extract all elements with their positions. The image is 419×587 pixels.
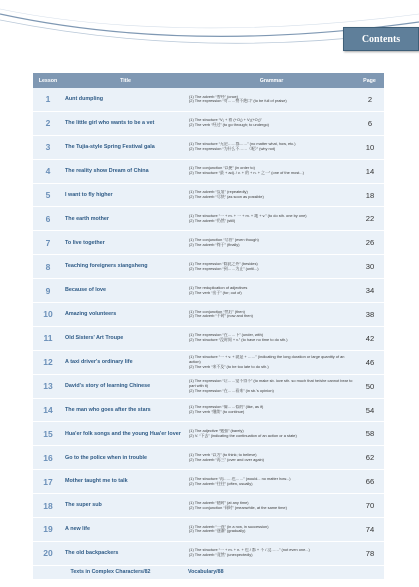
lesson-title[interactable]: The Tujia-style Spring Festival gala [65,143,155,150]
grammar-point-1: (1) The structure “一 + v. + 就是 + ……” (indicating the long duration or large quantity of an action) [189,354,345,364]
lesson-number: 5 [45,190,51,200]
grammar-point-1: (1) The adverb “一连” (in a row, in succession) [189,524,269,529]
lesson-title[interactable]: The super sub [65,502,102,509]
lesson-number: 14 [43,405,53,416]
table-row[interactable] [33,279,384,303]
grammar-point-1: (1) The reduplication of adjectives [189,285,248,290]
lesson-number: 9 [45,285,51,296]
lesson-title[interactable]: To live together [65,239,105,246]
grammar-point-1: (1) The adverb “随时” (at any time) [189,500,249,505]
table-row[interactable] [33,446,384,470]
page-number: 34 [365,286,375,296]
page-number: 50 [365,381,375,391]
grammar-points [188,333,356,343]
table-row[interactable] [33,470,384,494]
grammar-point-2: (2) The expression “到……为止” (until...) [189,265,259,271]
lesson-number: 1 [45,94,51,105]
grammar-point-2: (2) The adverb “尽快” (as soon as possible) [189,194,264,199]
grammar-point-1: (1) The conjunction “以便” (in order to) [189,166,255,171]
table-row[interactable] [33,494,384,518]
lesson-title[interactable]: Because of love [65,287,107,294]
grammar-point-2: (2) The adverb “往往” (often, usually) [189,480,253,486]
page-number: 54 [365,405,375,415]
lesson-title[interactable]: The little girl who wants to be a vet [65,120,155,127]
grammar-points [188,429,356,439]
lesson-number: 8 [45,261,51,272]
page-number: 66 [365,477,375,487]
grammar-points [188,525,356,535]
grammar-point-2: (2) The verb “继续” (to continue) [189,409,245,415]
lesson-title[interactable]: Mother taught me to talk [65,478,128,485]
header-page: Page [363,77,376,84]
grammar-point-2: (2) The structure “没时间 + v.” (to have no time to do sth.) [189,337,288,343]
table-row[interactable] [33,88,384,112]
table-row[interactable] [33,112,384,136]
grammar-point-2: (2) V. “下去” (indicating the continuation of an action or a state) [189,432,297,438]
lesson-title[interactable]: A new life [65,526,90,533]
table-footer [33,566,384,579]
lesson-title[interactable]: The earth mother [65,215,110,222]
contents-table [33,73,384,579]
table-row[interactable] [33,351,384,375]
lesson-title[interactable]: David's story of learning Chinese [65,382,151,389]
page-number: 42 [365,333,375,343]
grammar-points [188,477,356,487]
table-row[interactable] [33,184,384,208]
lesson-title[interactable]: Hua'er folk songs and the young Hua'er lover [65,430,181,437]
grammar-points [188,118,356,128]
lesson-title[interactable]: The man who goes after the stars [65,406,151,413]
table-row[interactable] [33,375,384,399]
lesson-title[interactable]: A taxi driver's ordinary life [65,358,133,365]
grammar-point-1: (1) The structure “再……也……” (would... no matter how...) [189,476,291,481]
grammar-point-1: (1) The conjunction “然后” (then) [189,309,245,314]
grammar-point-2: (2) The adverb “再三” (over and over again) [189,456,264,462]
grammar-points [188,95,356,105]
lesson-number: 12 [43,357,53,368]
contents-heading-label: Contents [361,33,401,45]
grammar-points [188,166,356,176]
grammar-point-2: (2) The adverb “不时” (now and then) [189,313,253,319]
lesson-title[interactable]: The old backpackers [65,550,119,557]
table-header [33,73,384,88]
grammar-point-1: (1) The verb “以为” (to think; to believe) [189,452,257,457]
grammar-point-1: (1) The adjective “勉强” (barely) [189,429,244,433]
grammar-point-1: (1) The expression “像……似的” (like, as if) [189,405,264,410]
table-row[interactable] [33,518,384,542]
grammar-point-2: (2) The adverb “仍然” (still) [189,217,236,223]
table-row[interactable] [33,422,384,446]
grammar-points [188,548,356,558]
header-title: Title [120,77,131,84]
lesson-number: 3 [45,142,51,153]
lesson-number: 16 [43,452,53,463]
lesson-title[interactable]: I want to fly higher [65,191,113,198]
page-number: 10 [365,142,375,152]
lesson-number: 17 [43,476,53,487]
grammar-point-2: (2) The expression “在……看来” (in sb.'s opinion) [189,387,274,393]
grammar-point-1: (1) The expression “在……下” (under, with) [189,333,264,338]
page-number: 78 [365,548,375,558]
grammar-point-2: (2) The adverb “终于” (finally) [189,241,240,247]
page-number: 14 [365,166,375,176]
page-number: 26 [365,238,375,248]
lesson-number: 13 [43,381,53,392]
grammar-point-2: (2) The adverb “竟然” (unexpectedly) [189,552,253,558]
table-row[interactable] [33,207,384,231]
grammar-points [188,355,356,370]
grammar-point-1: (1) The structure “一 + m. + n. + 也 / 都 + 不 / 没……” (not even one...) [189,548,310,553]
grammar-point-1: (1) The structure “V₁ + 着 (+O₁) + V₂(+O₂)” [189,118,262,123]
header-lesson: Lesson [38,77,58,84]
lesson-title[interactable]: Teaching foreigners xiangsheng [65,263,148,270]
lesson-number: 4 [45,166,51,177]
page-number: 6 [367,118,373,128]
grammar-point-1: (1) The expression “让……觉不得不” (to make sb. love sth. so much that he/she cannot bear to part with it) [189,378,353,388]
lesson-title[interactable]: Amazing volunteers [65,311,117,318]
grammar-points [188,453,356,463]
table-row[interactable] [33,303,384,327]
lesson-number: 2 [45,118,51,129]
table-row[interactable] [33,160,384,184]
table-row[interactable] [33,399,384,423]
table-row[interactable] [33,542,384,566]
lesson-title[interactable]: Go to the police when in trouble [65,454,148,461]
table-row[interactable] [33,255,384,279]
lesson-number: 7 [45,237,51,248]
grammar-point-1: (1) The adverb “反复” (repeatedly) [189,190,248,195]
grammar-point-2: (2) The verb “出于” (for; out of) [189,289,242,295]
lesson-number: 19 [43,524,53,535]
grammar-points [188,142,356,152]
lesson-number: 6 [45,213,51,224]
page-number: 70 [365,501,375,511]
lesson-number: 18 [43,500,53,511]
lesson-number: 10 [43,309,53,320]
page-number: 2 [367,94,373,104]
vocabulary-link[interactable]: Vocabulary/88 [188,569,224,576]
grammar-points [188,405,356,415]
contents-heading-tab [343,27,419,51]
grammar-point-2: (2) The structure “最 + adj. / v. + 的 + n. + 之一” (one of the most...) [189,170,304,176]
grammar-points [188,379,356,394]
page-number: 38 [365,309,375,319]
grammar-points [188,214,356,224]
grammar-point-2: (2) The expression “为什么不……（呢）” (why not) [189,146,276,152]
grammar-point-2: (2) The verb “经过” (to go through; to undergo) [189,122,269,128]
page-number: 22 [365,214,375,224]
grammar-point-1: (1) The expression “除此之外” (besides) [189,261,258,266]
lesson-title[interactable]: Old Sisters' Art Troupe [65,335,124,342]
grammar-point-1: (1) The adverb “曾经” (once) [189,94,239,99]
grammar-points [188,238,356,248]
grammar-points [188,190,356,200]
grammar-point-1: (1) The structure “一 + m. + 一 + m. + 地 + v.” (to do sth. one by one) [189,213,307,218]
lesson-number: 15 [43,428,53,439]
grammar-points [188,501,356,511]
header-grammar: Grammar [259,77,284,84]
grammar-point-2: (2) The conjunction “同时” (meanwhile, at the same time) [189,504,287,510]
page-number: 62 [365,453,375,463]
grammar-point-1: (1) The structure “无论……都……” (no matter what, how, etc.) [189,142,296,147]
page-number: 30 [365,262,375,272]
lesson-title[interactable]: Aunt dumpling [65,96,104,103]
page-number: 46 [365,357,375,367]
page-number: 58 [365,429,375,439]
lesson-number: 11 [43,333,53,344]
lesson-number: 20 [43,548,53,559]
page-number: 74 [365,524,375,534]
grammar-points [188,286,356,296]
grammar-points [188,310,356,320]
grammar-point-2: (2) The verb “来不及” (to be too late to do sth.) [189,363,269,369]
grammar-point-2: (2) The adverb “逐渐” (gradually) [189,528,246,534]
table-row[interactable] [33,136,384,160]
lesson-title[interactable]: The reality show Dream of China [65,167,149,174]
page-number: 18 [365,190,375,200]
table-row[interactable] [33,231,384,255]
grammar-point-2: (2) The expression “对……赞不绝口” (to be full of praise) [189,98,287,104]
table-row[interactable] [33,327,384,351]
grammar-points [188,262,356,272]
grammar-point-1: (1) The conjunction “尽管” (even though) [189,237,259,242]
complex-characters-link[interactable]: Texts in Complex Characters/82 [70,569,151,576]
